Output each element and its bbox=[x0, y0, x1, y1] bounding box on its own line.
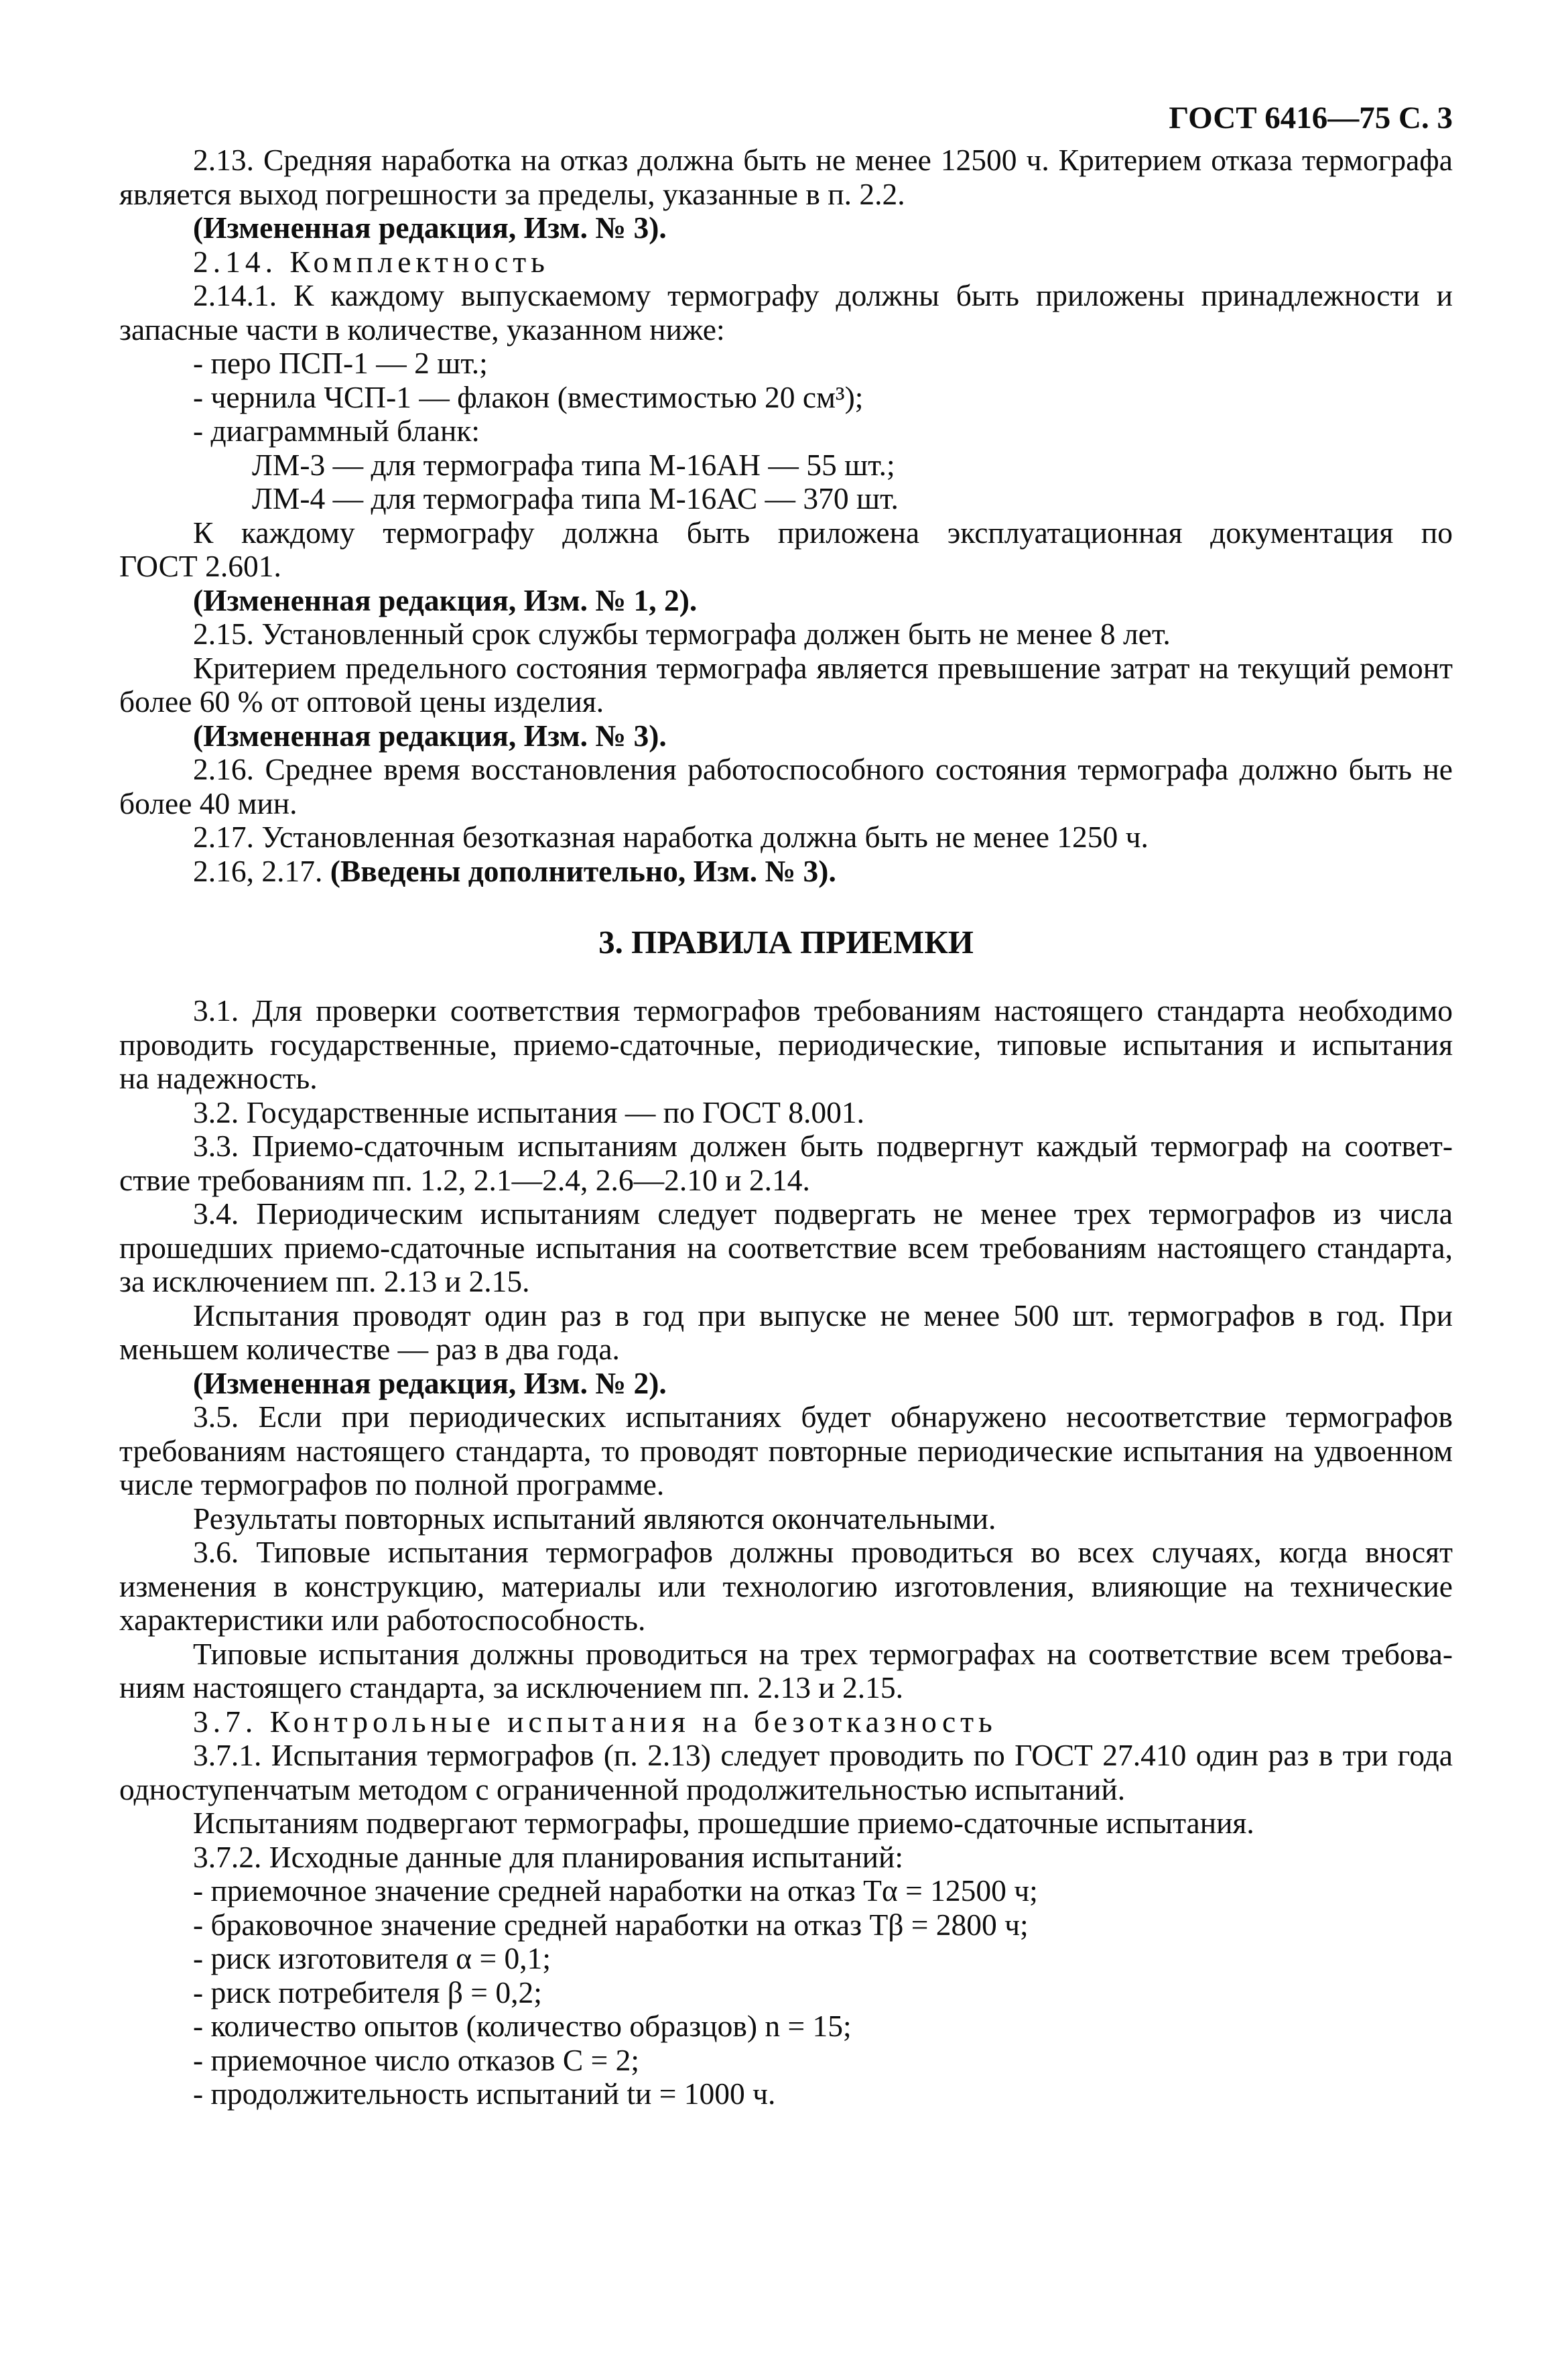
para-3-5b: Результаты повторных испытаний являются окончательными. bbox=[193, 1501, 996, 1536]
para-2-17: 2.17. Установленная безотказная наработка должна быть не менее 1250 ч. bbox=[193, 820, 1149, 854]
page-header: ГОСТ 6416—75 С. 3 bbox=[1169, 101, 1453, 135]
document-page bbox=[119, 101, 1453, 2111]
amendment-note: (Измененная редакция, Изм. № 3). bbox=[193, 718, 667, 753]
para-3-6-line1: 3.6. Типовые испытания термографов должны проводиться во всех случаях, когда вносят bbox=[193, 1535, 1453, 1569]
subsection-title-2-14: 2.14. Комплектность bbox=[193, 244, 549, 279]
para-3-2: 3.2. Государственные испытания — по ГОСТ 8.001. bbox=[193, 1095, 865, 1129]
para-3-7-2: 3.7.2. Исходные данные для планирования испытаний: bbox=[193, 1839, 903, 1874]
para-3-6b-line1: Типовые испытания должны проводиться на трех термографах на соответствие всем требова- bbox=[193, 1636, 1453, 1671]
para-3-3-line2: ствие требованиям пп. 1.2, 2.1—2.4, 2.6—2.10 и 2.14. bbox=[119, 1162, 810, 1197]
list-item: - чернила ЧСП-1 — флакон (вместимостью 20 см³); bbox=[193, 379, 864, 414]
list-item: - браковочное значение средней наработки на отказ Tβ = 2800 ч; bbox=[193, 1907, 1029, 1942]
para-2-16-2-17 bbox=[119, 855, 1453, 889]
para-3-3-line1: 3.3. Приемо-сдаточным испытаниям должен быть подвергнут каждый термограф на соответ- bbox=[193, 1129, 1453, 1163]
para-3-4-line1: 3.4. Периодическим испытаниям следует подвергать не менее трех термографов из числа bbox=[193, 1196, 1453, 1231]
para-3-4-line2: прошедших приемо-сдаточные испытания на соответствие всем требованиям настоящего стандарта, bbox=[119, 1230, 1453, 1265]
list-item: - количество опытов (количество образцов) n = 15; bbox=[193, 2009, 852, 2043]
para-3-1-line3: на надежность. bbox=[119, 1061, 318, 1095]
para-3-5-line1: 3.5. Если при периодических испытаниях будет обнаружено несоответствие термографов bbox=[193, 1400, 1453, 1434]
para-docs-line2: ГОСТ 2.601. bbox=[119, 549, 281, 583]
para-3-1-line2: проводить государственные, приемо-сдаточные, периодические, типовые испытания и испытания bbox=[119, 1027, 1453, 1062]
list-item: - диаграммный бланк: bbox=[193, 414, 480, 448]
amendment-note: (Измененная редакция, Изм. № 3). bbox=[193, 210, 667, 245]
amendment-note: (Измененная редакция, Изм. № 1, 2). bbox=[193, 582, 698, 617]
amendment-note: (Введены дополнительно, Изм. № 3). bbox=[330, 853, 836, 888]
para-3-7-1b: Испытаниям подвергают термографы, прошедшие приемо-сдаточные испытания. bbox=[193, 1806, 1254, 1840]
para-3-4-line3: за исключением пп. 2.13 и 2.15. bbox=[119, 1264, 530, 1298]
list-item: - перо ПСП-1 — 2 шт.; bbox=[193, 346, 488, 380]
para-2-15: 2.15. Установленный срок службы термографа должен быть не менее 8 лет. bbox=[193, 617, 1171, 651]
list-item: - риск потребителя β = 0,2; bbox=[193, 1975, 542, 2009]
list-item: - риск изготовителя α = 0,1; bbox=[193, 1941, 551, 1975]
para-3-5-line3: числе термографов по полной программе. bbox=[119, 1467, 665, 1501]
para-criterion-line2: более 60 % от оптовой цены изделия. bbox=[119, 684, 604, 719]
para-2-14-1-line2: запасные части в количестве, указанном ниже: bbox=[119, 312, 725, 347]
list-subitem: ЛМ-3 — для термографа типа М-16АН — 55 шт.; bbox=[252, 447, 895, 482]
para-criterion-line1: Критерием предельного состояния термографа является превышение затрат на текущий ремонт bbox=[193, 650, 1453, 685]
para-2-13-line1: 2.13. Средняя наработка на отказ должна быть не менее 12500 ч. Критерием отказа термографа bbox=[193, 143, 1453, 177]
amendment-note: (Измененная редакция, Изм. № 2). bbox=[193, 1365, 667, 1400]
para-3-5-line2: требованиям настоящего стандарта, то проводят повторные периодические испытания на удвоенном bbox=[119, 1433, 1453, 1468]
para-number: 2.16, 2.17. bbox=[193, 853, 323, 888]
list-subitem: ЛМ-4 — для термографа типа М-16АС — 370 шт. bbox=[252, 481, 899, 515]
para-3-6-line3: характеристики или работоспособность. bbox=[119, 1603, 646, 1637]
section-title: 3. ПРАВИЛА ПРИЕМКИ bbox=[598, 924, 974, 960]
list-item: - продолжительность испытаний tи = 1000 ч. bbox=[193, 2076, 776, 2111]
para-3-7-1-line2: одноступенчатым методом с ограниченной продолжительностью испытаний. bbox=[119, 1772, 1126, 1806]
para-2-16-line2: более 40 мин. bbox=[119, 786, 298, 820]
subsection-title-3-7: 3.7. Контрольные испытания на безотказность bbox=[193, 1704, 997, 1739]
list-item: - приемочное число отказов C = 2; bbox=[193, 2042, 640, 2077]
para-3-4b-line1: Испытания проводят один раз в год при выпуске не менее 500 шт. термографов в год. При bbox=[193, 1298, 1453, 1332]
para-3-6b-line2: ниям настоящего стандарта, за исключением пп. 2.13 и 2.15. bbox=[119, 1670, 904, 1704]
para-3-1-line1: 3.1. Для проверки соответствия термографов требованиям настоящего стандарта необходимо bbox=[193, 993, 1453, 1028]
para-2-16-line1: 2.16. Среднее время восстановления работоспособного состояния термографа должно быть не bbox=[193, 752, 1453, 786]
para-3-7-1-line1: 3.7.1. Испытания термографов (п. 2.13) следует проводить по ГОСТ 27.410 один раз в три года bbox=[193, 1738, 1453, 1772]
list-item: - приемочное значение средней наработки на отказ Tα = 12500 ч; bbox=[193, 1873, 1038, 1908]
para-3-4b-line2: меньшем количестве — раз в два года. bbox=[119, 1332, 620, 1366]
para-2-13-line2: является выход погрешности за пределы, указанные в п. 2.2. bbox=[119, 176, 905, 211]
para-docs-line1: К каждому термографу должна быть приложена эксплуатационная документация по bbox=[193, 515, 1453, 550]
para-2-14-1-line1: 2.14.1. К каждому выпускаемому термографу должны быть приложены принадлежности и bbox=[193, 278, 1453, 312]
para-3-6-line2: изменения в конструкцию, материалы или технологию изготовления, влияющие на технические bbox=[119, 1568, 1453, 1603]
